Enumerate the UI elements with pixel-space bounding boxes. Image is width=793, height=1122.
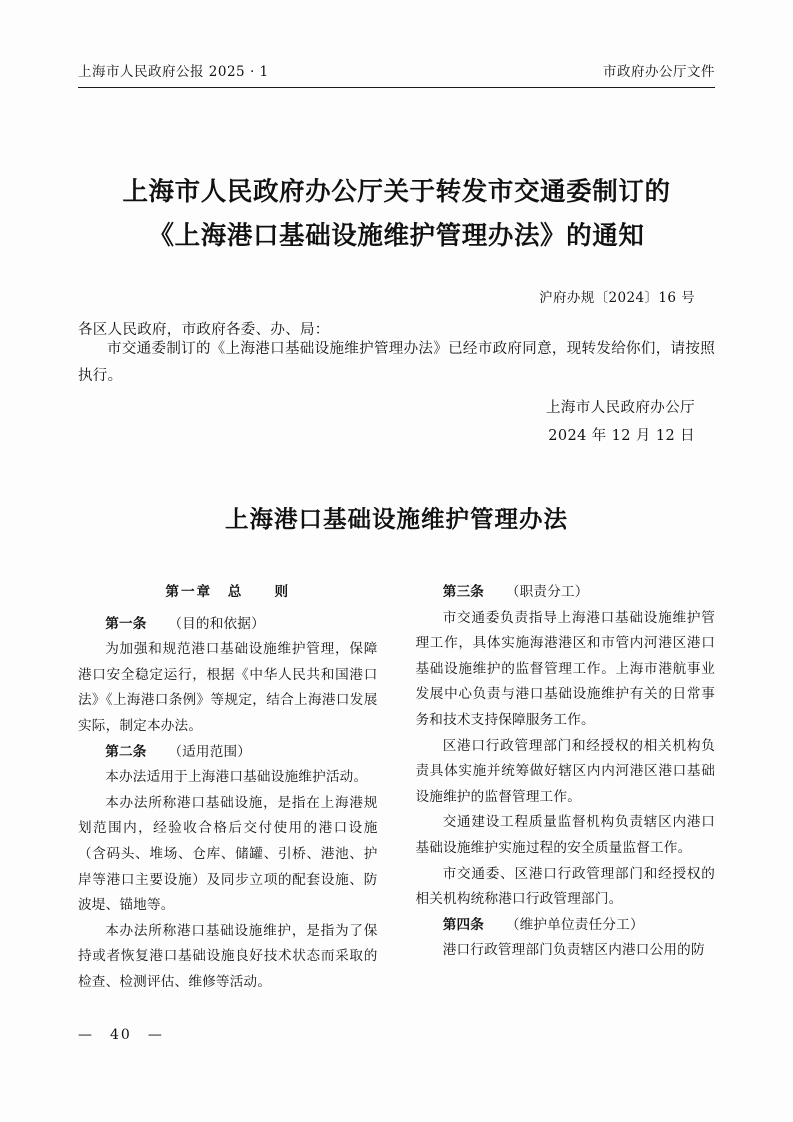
article-heading [78,612,378,638]
notice-body-paragraph: 市交通委制订的《上海港口基础设施维护管理办法》已经市政府同意，现转发给你们，请按照执行。 [78,341,715,384]
chapter-heading-one: 第一章 总 则 [165,584,291,600]
running-head [78,60,715,88]
paragraph: 市交通委负责指导上海港口基础设施维护管理工作，具体实施海港港区和市管内河港区港口基础设施维护的监督管理工作。上海市港航事业发展中心负责与港口基础设施维护有关的日常事务和技术支持保障服务工作。 [415,609,715,728]
article-heading [416,913,716,939]
article-label: 第四条 [442,916,485,933]
regulation-body [78,580,715,1020]
notice-title [78,170,715,258]
article-heading [78,740,378,766]
paragraph: 为加强和规范港口基础设施维护管理，保障港口安全稳定运行，根据《中华人民共和国港口法》《上海港口条例》等规定，结合上海港口发展实际，制定本办法。 [78,641,378,734]
running-head-right: 市政府办公厅文件 [603,64,715,80]
paragraph: 市交通委、区港口行政管理部门和经授权的相关机构统称港口行政管理部门。 [415,865,715,908]
notice-title-line1: 上海市人民政府办公厅关于转发市交通委制订的 [122,177,671,207]
article-label: 第三条 [442,584,485,600]
article-title: （适用范围） [168,743,252,760]
paragraph: 本办法所称港口基础设施维护，是指为了保持或者恢复港口基础设施良好技术状态而采取的检查、检测评估、维修等活动。 [78,922,378,990]
notice-title-line2: 《上海港口基础设施维护管理办法》的通知 [148,221,645,251]
article-title: （维护单位责任分工） [505,916,644,933]
article-title: （职责分工） [505,584,589,600]
article-label: 第一条 [105,615,147,632]
article-heading [416,580,716,606]
article-label: 第二条 [105,743,147,760]
column-right [416,580,716,1020]
notice-addressee: 各区人民政府，市政府各委、办、局： [78,322,330,338]
paragraph: 港口行政管理部门负责辖区内港口公用的防 [442,942,705,959]
running-head-left: 上海市人民政府公报 2025 · 1 [78,64,269,80]
regulation-title: 上海港口基础设施维护管理办法 [225,505,568,533]
column-left [78,580,378,1020]
paragraph: 交通建设工程质量监督机构负责辖区内港口基础设施维护实施过程的安全质量监督工作。 [415,814,715,856]
notice-signature-org: 上海市人民政府办公厅 [546,400,695,416]
paragraph: 本办法所称港口基础设施，是指在上海港规划范围内，经验收合格后交付使用的港口设施（含码头、堆场、仓库、储罐、引桥、港池、护岸等港口主要设施）及同步立项的配套设施、防波堤、锚地等。 [78,794,378,914]
article-title: （目的和依据） [168,615,265,632]
paragraph: 本办法适用于上海港口基础设施维护活动。 [105,769,368,786]
page-number: — 40 — [78,1027,164,1043]
notice-document-number: 沪府办规〔2024〕16 号 [539,290,695,306]
notice-signature-date: 2024 年 12 月 12 日 [548,428,695,444]
paragraph: 区港口行政管理部门和经授权的相关机构负责具体实施并统筹做好辖区内内河港区港口基础设施维护的监督管理工作。 [415,737,715,805]
